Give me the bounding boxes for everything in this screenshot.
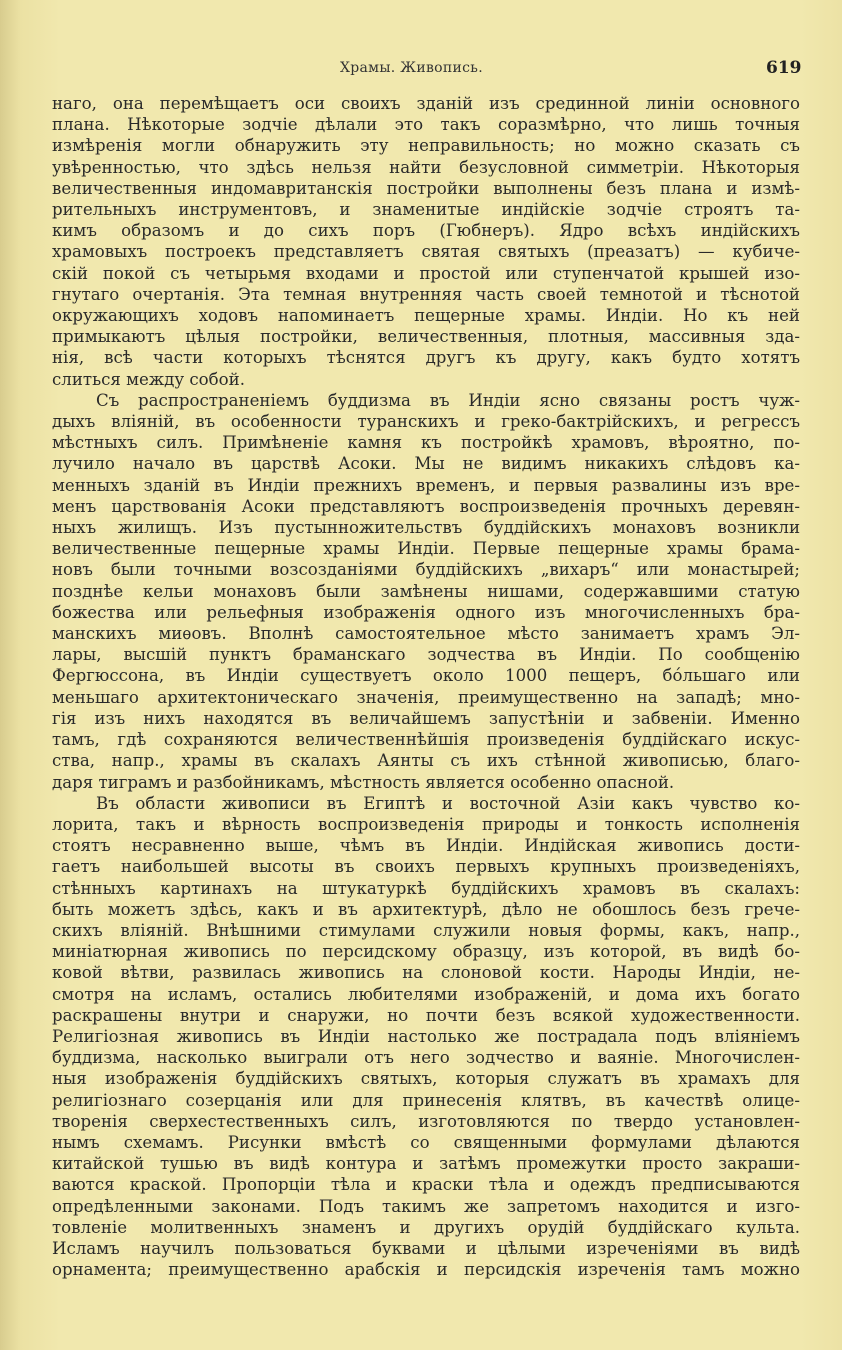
- text-line: Исламъ научилъ пользоваться буквами и цѣлыми изреченіями въ видѣ: [52, 1238, 800, 1258]
- text-line: тамъ, гдѣ сохраняются величественнѣйшія произведенія буддійскаго искус-: [52, 730, 800, 750]
- text-line: окружающихъ ходовъ напоминаетъ пещерные храмы. Индіи. Но къ ней: [52, 306, 800, 326]
- text-line: примыкаютъ цѣлыя постройки, величественныя, плотныя, массивныя зда-: [52, 327, 800, 347]
- body-text: [52, 93, 800, 1280]
- text-line: божества или рельефныя изображенія одного изъ многочисленныхъ бра-: [52, 602, 800, 622]
- text-line: лучило начало въ царствѣ Асоки. Мы не видимъ никакихъ слѣдовъ ка-: [52, 454, 800, 474]
- text-line: ства, напр., храмы въ скалахъ Аянты съ ихъ стѣнной живописью, благо-: [52, 751, 800, 771]
- page-number: 619: [766, 58, 802, 78]
- text-line: скихъ вліяній. Внѣшними стимулами служили новыя формы, какъ, напр.,: [52, 920, 800, 940]
- text-line: китайской тушью въ видѣ контура и затѣмъ промежутки просто закраши-: [52, 1154, 800, 1174]
- text-line: плана. Нѣкоторые зодчіе дѣлали это такъ соразмѣрно, что лишь точныя: [52, 115, 800, 135]
- text-line: кимъ образомъ и до сихъ поръ (Гюбнеръ). Ядро всѣхъ индійскихъ: [52, 221, 800, 241]
- text-line: даря тиграмъ и разбойникамъ, мѣстность является особенно опасной.: [52, 772, 675, 792]
- text-line: мѣстныхъ силъ. Примѣненіе камня къ постройкѣ храмовъ, вѣроятно, по-: [52, 433, 800, 453]
- text-line: смотря на исламъ, остались любителями изображеній, и дома ихъ богато: [52, 984, 800, 1004]
- text-line: опредѣленными законами. Подъ такимъ же запретомъ находится и изго-: [52, 1196, 800, 1216]
- text-line: Фергюссона, въ Индіи существуетъ около 1000 пещеръ, бóльшаго или: [52, 666, 800, 686]
- text-line: товленіе молитвенныхъ знаменъ и другихъ орудій буддійскаго культа.: [52, 1217, 800, 1237]
- text-line: новъ были точными возсозданіями буддійскихъ „вихаръ“ или монастырей;: [52, 560, 800, 580]
- text-line: слиться между собой.: [52, 369, 245, 389]
- text-line: храмовыхъ построекъ представляетъ святая святыхъ (преазатъ) — кубиче-: [52, 242, 800, 262]
- text-line: нія, всѣ части которыхъ тѣснятся другъ къ другу, какъ будто хотятъ: [52, 348, 800, 368]
- text-line: лары, высшій пунктъ браманскаго зодчества въ Индіи. По сообщенію: [52, 645, 800, 665]
- text-line: гнутаго очертанія. Эта темная внутренняя часть своей темнотой и тѣснотой: [52, 284, 800, 304]
- text-line: гія изъ нихъ находятся въ величайшемъ запустѣніи и забвеніи. Именно: [52, 708, 800, 728]
- text-line: быть можетъ здѣсь, какъ и въ архитектурѣ, дѣло не обошлось безъ грече-: [52, 899, 800, 919]
- text-line: стѣнныхъ картинахъ на штукатуркѣ буддійскихъ храмовъ въ скалахъ:: [52, 878, 800, 898]
- text-line: измѣренія могли обнаружить эту неправильность; но можно сказать съ: [52, 136, 800, 156]
- text-line: ваются краской. Пропорціи тѣла и краски тѣла и одеждъ предписываются: [52, 1175, 800, 1195]
- text-line: религіознаго созерцанія или для принесенія клятвъ, въ качествѣ олице-: [52, 1090, 800, 1110]
- text-line: дыхъ вліяній, въ особенности туранскихъ и греко-бактрійскихъ, и регрессъ: [52, 412, 800, 432]
- text-line: увѣренностью, что здѣсь нельзя найти безусловной симметріи. Нѣкоторыя: [52, 157, 800, 177]
- text-line: раскрашены внутри и снаружи, но почти безъ всякой художественности.: [52, 1005, 800, 1025]
- running-title: Храмы. Живопись.: [340, 60, 483, 76]
- text-line: величественныя индомавританскія постройки выполнены безъ плана и измѣ-: [52, 178, 800, 198]
- text-line: менныхъ зданій въ Индіи прежнихъ временъ, и первыя развалины изъ вре-: [52, 475, 800, 495]
- text-line: манскихъ миѳовъ. Вполнѣ самостоятельное мѣсто занимаетъ храмъ Эл-: [52, 624, 800, 644]
- text-line: меньшаго архитектоническаго значенія, преимущественно на западѣ; мно-: [52, 687, 800, 707]
- text-line: Въ области живописи въ Египтѣ и восточной Азіи какъ чувство ко-: [96, 793, 800, 813]
- text-line: Религіозная живопись въ Индіи настолько же пострадала подъ вліяніемъ: [52, 1026, 800, 1046]
- text-line: орнамента; преимущественно арабскія и персидскія изреченія тамъ можно: [52, 1260, 800, 1280]
- text-line: позднѣе кельи монаховъ были замѣнены нишами, содержавшими статую: [52, 581, 800, 601]
- text-line: лорита, такъ и вѣрность воспроизведенія природы и тонкость исполненія: [52, 814, 800, 834]
- text-line: гаетъ наибольшей высоты въ своихъ первыхъ крупныхъ произведеніяхъ,: [52, 857, 800, 877]
- text-line: величественные пещерные храмы Индіи. Первые пещерные храмы брама-: [52, 539, 800, 559]
- text-line: рительныхъ инструментовъ, и знаменитые индійскіе зодчіе строятъ та-: [52, 200, 800, 220]
- text-line: ныхъ жилищъ. Изъ пустынножительствъ буддійскихъ монаховъ возникли: [52, 518, 800, 538]
- text-line: менъ царствованія Асоки представляютъ воспроизведенія прочныхъ деревян-: [52, 496, 800, 516]
- text-line: буддизма, насколько выиграли отъ него зодчество и ваяніе. Многочислен-: [52, 1048, 800, 1068]
- text-line: скій покой съ четырьмя входами и простой или ступенчатой крышей изо-: [52, 263, 800, 283]
- text-line: наго, она перемѣщаетъ оси своихъ зданій изъ срединной линіи основного: [52, 94, 800, 113]
- text-line: стоятъ несравненно выше, чѣмъ въ Индіи. Индійская живопись дости-: [52, 836, 800, 856]
- text-line: творенія сверхестественныхъ силъ, изготовляются по твердо установлен-: [52, 1111, 800, 1131]
- text-line: Съ распространеніемъ буддизма въ Индіи ясно связаны ростъ чуж-: [96, 390, 800, 410]
- text-line: нымъ схемамъ. Рисунки вмѣстѣ со священными формулами дѣлаются: [52, 1132, 800, 1152]
- text-line: ныя изображенія буддійскихъ святыхъ, которыя служатъ въ храмахъ для: [52, 1069, 800, 1089]
- text-line: ковой вѣтви, развилась живопись на слоновой кости. Народы Индіи, не-: [52, 963, 800, 983]
- page-header: [0, 58, 842, 82]
- text-line: миніатюрная живопись по персидскому образцу, изъ которой, въ видѣ бо-: [52, 942, 800, 962]
